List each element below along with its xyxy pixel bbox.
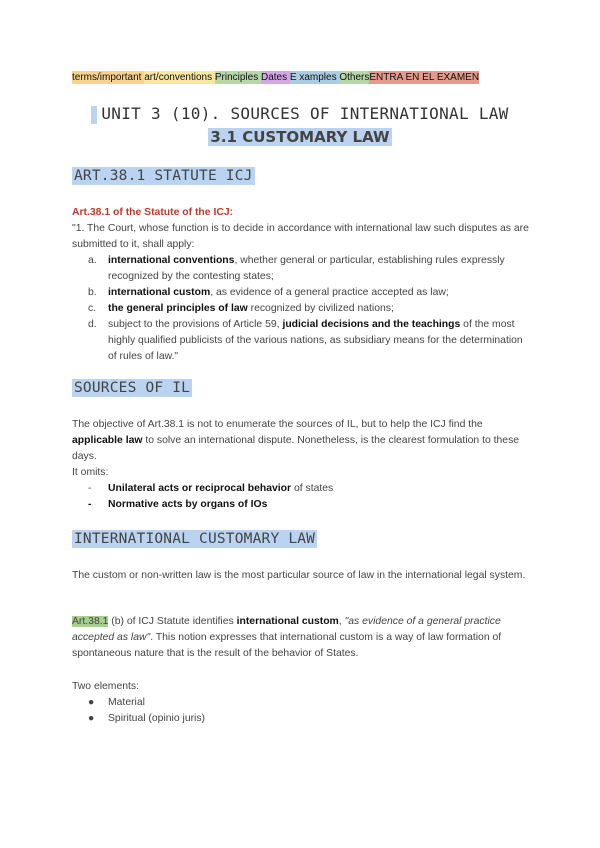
list-item: [88, 301, 532, 317]
legend-others: Others: [339, 72, 370, 83]
statute-label: [72, 205, 532, 221]
statute-intro: "1. The Court, whose function is to decide in accordance with international law such disputes as are submitted to it, shall apply:: [72, 223, 529, 250]
list-marker: a.: [88, 255, 97, 266]
omits-list: [88, 481, 532, 513]
statute-list: [88, 253, 532, 365]
intl-custom: international custom: [236, 616, 339, 627]
section-subtitle: [0, 128, 600, 146]
art-highlight: Art.38.1: [72, 616, 109, 627]
item-text: , as evidence of a general practice accepted as law;: [210, 287, 449, 298]
item-text: subject to the provisions of Article 59,: [108, 319, 283, 330]
subtitle-text: 3.1 CUSTOMARY LAW: [210, 128, 390, 146]
list-item: [88, 317, 532, 365]
art-paragraph: Art.38.1 (b) of ICJ Statute identifies international custom, "as evidence of a general practice accepted as law". This notion expresses that international custom is a way of law formation of spontaneous nature that is the result of the behavior of States.: [72, 616, 502, 659]
unit-title-text: UNIT 3 (10). SOURCES OF INTERNATIONAL LAW: [101, 104, 509, 123]
legend-terms: terms/important: [72, 72, 145, 83]
statute-label-text: Art.38.1 of the Statute of the ICJ:: [72, 207, 234, 218]
item-text: recognized by civilized nations;: [247, 303, 394, 314]
custom-paragraph: The custom or non-written law is the most particular source of law in the international legal system.: [72, 570, 526, 581]
legend-principles: Principles: [214, 72, 261, 83]
list-item: - Normative acts by organs of IOs: [88, 499, 268, 510]
item-text: , whether general or particular, establishing rules expressly recognized by the contesting states;: [108, 255, 505, 282]
item-bold: Normative acts by organs of IOs: [108, 499, 268, 510]
list-marker: b.: [88, 287, 97, 298]
heading-sources: SOURCES OF IL: [74, 380, 191, 396]
legend-exam: ENTRA EN EL EXAMEN: [369, 72, 480, 83]
cursor-mark: [91, 106, 97, 124]
heading-customary: INTERNATIONAL CUSTOMARY LAW: [74, 531, 316, 547]
applicable-law: applicable law: [72, 435, 143, 446]
heading-art-38: ART.38.1 STATUTE ICJ: [74, 168, 253, 184]
item-bold: judicial decisions and the teachings: [282, 319, 461, 330]
item-text: of the most highly qualified publicists of the various nations, as subsidiary means for the determination of rules of law.": [108, 319, 523, 362]
omits-label: It omits:: [72, 467, 109, 478]
item-text: Material: [108, 697, 145, 708]
item-bold: the general principles of law: [108, 303, 248, 314]
item-bold: Unilateral acts or reciprocal behavior: [108, 483, 292, 494]
list-marker: d.: [88, 319, 97, 330]
list-item: - Unilateral acts or reciprocal behavior of states: [88, 483, 334, 494]
unit-title: [0, 104, 600, 124]
elements-list: [88, 695, 532, 727]
sources-paragraph: The objective of Art.38.1 is not to enumerate the sources of IL, but to help the ICJ find the applicable law to solve an international dispute. Nonetheless, is the clearest formulation to these days.: [72, 419, 520, 462]
color-legend: [72, 72, 479, 83]
legend-art: art/conventions: [144, 72, 215, 83]
item-text: Spiritual (opinio juris): [108, 713, 206, 724]
quote: "as evidence of a general practice accepted as law": [72, 616, 501, 643]
item-bold: international custom: [108, 287, 211, 298]
legend-dates: Dates: [261, 72, 290, 83]
list-marker: c.: [88, 303, 97, 314]
two-elements-label: Two elements:: [72, 681, 139, 692]
list-item: ● Material: [88, 697, 145, 708]
item-text: of states: [291, 483, 334, 494]
list-item: ● Spiritual (opinio juris): [88, 713, 206, 724]
list-item: [88, 285, 532, 301]
legend-examples: E xamples: [289, 72, 340, 83]
list-item: [88, 253, 532, 285]
item-bold: international conventions: [108, 255, 235, 266]
